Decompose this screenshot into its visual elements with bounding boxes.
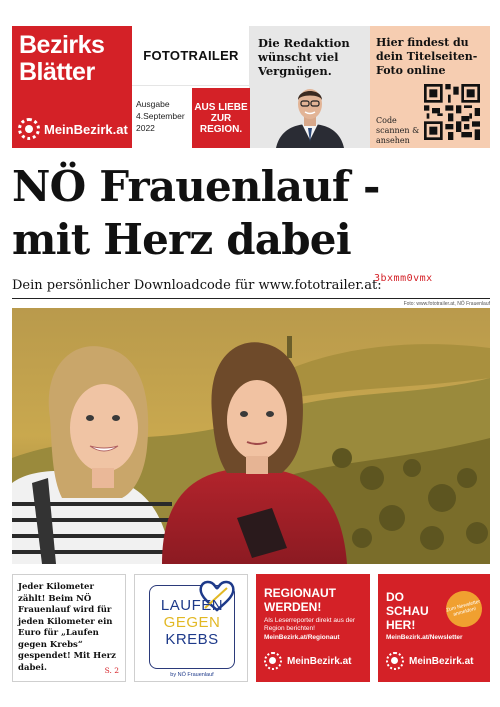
title-line-1: NÖ Frauenlauf -: [12, 162, 380, 211]
editor-greeting: Die Redaktion wünscht viel Vergnügen.: [258, 36, 350, 78]
editor-portrait: [272, 84, 348, 148]
bezirksblaetter-logo: [12, 26, 132, 148]
masthead: [12, 26, 490, 148]
laufen-gegen-krebs-ad[interactable]: [134, 574, 248, 682]
story-page-ref: S. 2: [104, 666, 119, 675]
photo-credit: Foto: www.fototrailer.at, NÖ Frauenlauf: [403, 301, 490, 307]
tagline-badge: AUS LIEBE ZUR REGION.: [192, 88, 250, 148]
meinbezirk-label: MeinBezirk.at: [44, 121, 128, 137]
regionaut-title: [264, 586, 336, 614]
logo-line-2: Blätter: [19, 58, 95, 86]
newsletter-brand-label: MeinBezirk.at: [409, 655, 474, 667]
cover-photo: [12, 308, 490, 564]
newsletter-title-line-1: DO: [386, 590, 404, 604]
newsletter-ad[interactable]: [378, 574, 490, 682]
newsletter-url[interactable]: MeinBezirk.at/Newsletter: [386, 634, 463, 641]
meinbezirk-icon: [18, 118, 40, 140]
campaign-logo: [149, 597, 235, 648]
regionaut-ad[interactable]: [256, 574, 370, 682]
newsletter-title: [386, 590, 429, 632]
cover-photo-illustration: [12, 308, 490, 564]
campaign-line-2: GEGEN: [163, 614, 221, 631]
qr-panel: [370, 26, 490, 148]
section-title: FOTOTRAILER: [132, 26, 250, 86]
campaign-by: by NÖ Frauenlauf: [170, 672, 214, 678]
newsletter-brand: [386, 652, 473, 670]
issue-label: Ausgabe: [136, 99, 170, 109]
story-teaser[interactable]: [12, 574, 126, 682]
regionaut-brand-label: MeinBezirk.at: [287, 655, 352, 667]
meinbezirk-icon: [264, 652, 282, 670]
meinbezirk-icon: [386, 652, 404, 670]
qr-caption: Code scannen & ansehen: [376, 116, 420, 145]
newsletter-title-line-2: SCHAU: [386, 604, 429, 618]
issue-year: 2022: [136, 123, 155, 133]
logo-line-1: Bezirks: [19, 31, 105, 59]
title-line-2: mit Herz dabei: [12, 215, 351, 264]
divider: [12, 298, 490, 299]
download-code[interactable]: 3bxmm0vmx: [374, 273, 433, 284]
regionaut-url[interactable]: MeinBezirk.at/Regionaut: [264, 634, 340, 641]
regionaut-subtitle: Als Leserreporter direkt aus der Region berichten!: [264, 617, 356, 632]
regionaut-title-line-2: WERDEN!: [264, 600, 322, 614]
newsletter-badge[interactable]: Zum Newsletter anmelden!: [442, 587, 486, 631]
newsletter-title-line-3: HER!: [386, 618, 416, 632]
issue-date: 4.September: [136, 111, 185, 121]
download-instructions: Dein persönlicher Downloadcode für www.fototrailer.at:: [12, 278, 382, 293]
campaign-line-3: KREBS: [165, 631, 219, 648]
page-title: [12, 160, 380, 266]
qr-title: Hier findest du dein Titelseiten-Foto online: [376, 36, 478, 77]
meinbezirk-brand: [18, 118, 128, 140]
qr-code-icon[interactable]: [424, 84, 480, 140]
story-teaser-text: Jeder Kilometer zählt! Beim NÖ Frauenlauf wird für jeden Kilometer ein Euro für „Laufen gegen Krebs“ gespendet! Mit Herz dabei.: [18, 582, 116, 673]
editor-panel: [250, 26, 370, 148]
section-column: [132, 26, 250, 148]
regionaut-brand: [264, 652, 351, 670]
issue-info: [136, 98, 190, 134]
regionaut-title-line-1: REGIONAUT: [264, 586, 336, 600]
campaign-line-1: LAUFEN: [160, 597, 224, 614]
